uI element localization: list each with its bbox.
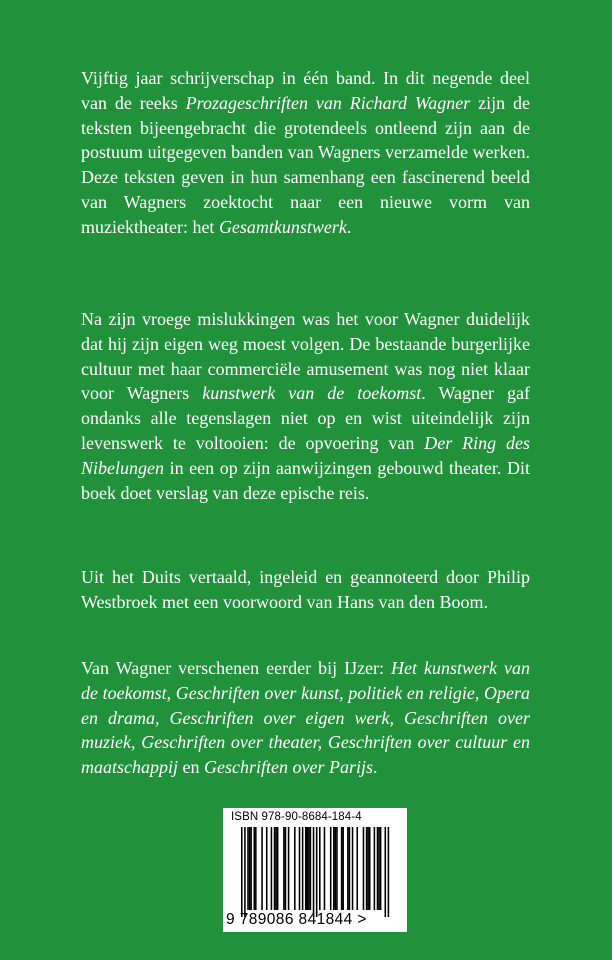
paragraph-text	[81, 565, 530, 615]
paragraph-text	[81, 656, 530, 780]
italic-title-text: kunstwerk van de toekomst	[202, 383, 422, 404]
body-text: . Wagner gaf ondanks alle tegenslagen niet op en wist uiteindelijk zijn levenswerk te voltooien: de opvoering van	[81, 383, 530, 453]
barcode-bar	[271, 827, 273, 910]
italic-title-text: Der Ring des Nibelungen	[81, 432, 530, 478]
barcode-bar	[277, 827, 279, 910]
barcode-bar	[274, 827, 276, 910]
previous-titles-paragraph	[81, 656, 530, 780]
body-text: zijn de teksten bijeengebracht die grotendeels ontleend zijn aan de postuum uitgegeven banden van Wagners verzamelde werken. Deze teksten geven in hun samenhang een fascinerend beeld van Wagners zoektocht naar een nieuwe vorm van muziektheater: het	[81, 92, 530, 237]
body-text: Van Wagner verschenen eerder bij IJzer:	[81, 658, 392, 678]
barcode-bar	[253, 827, 255, 910]
barcode-bar	[341, 827, 343, 910]
barcode-bar	[316, 827, 318, 917]
barcode-bar	[255, 827, 257, 910]
barcode-bar	[336, 827, 338, 910]
body-text: in een op zijn aanwijzingen gebouwd theater. Dit boek doet verslag van deze epische reis.	[81, 457, 530, 503]
barcode-bar	[283, 827, 285, 910]
barcode-bar	[378, 827, 380, 910]
barcode-bar	[347, 827, 349, 910]
barcode-bar	[247, 827, 249, 910]
body-text: .	[346, 216, 352, 237]
isbn-barcode	[223, 808, 407, 932]
barcode-bar	[324, 827, 326, 910]
italic-title-text: Prozageschriften van Richard Wagner	[185, 92, 471, 113]
body-text: en	[178, 757, 204, 778]
barcode-bar	[356, 827, 358, 910]
italic-title-text: Geschriften over Parijs	[204, 757, 373, 778]
barcode-bar	[363, 827, 365, 910]
barcode-bar	[330, 827, 332, 910]
barcode-bar	[307, 827, 309, 910]
translator-paragraph	[81, 565, 530, 615]
barcode-bar	[374, 827, 376, 910]
body-text: Vijftig jaar schrijverschap in één band. In dit negende deel van de reeks	[81, 68, 530, 113]
barcode-bar	[388, 827, 390, 917]
blurb-paragraph-2	[81, 307, 530, 505]
barcode-bar	[313, 827, 315, 917]
barcode-bar	[275, 827, 277, 910]
barcode-bar	[305, 827, 307, 910]
paragraph-text	[81, 307, 530, 505]
barcode-bar	[349, 827, 351, 910]
barcode-bar	[369, 827, 371, 910]
barcode-bar	[310, 827, 312, 910]
italic-title-text: Het kunstwerk van de toekomst, Geschriften over kunst, politiek en religie, Opera en drama, Geschriften over eigen werk, Geschriften over muziek, Geschriften over theater, Geschriften over cultuur en maatschappij	[81, 658, 530, 778]
barcode-bar	[266, 827, 268, 910]
isbn-label: ISBN 978-90-8684-184-4	[231, 811, 362, 823]
barcode-bar	[352, 827, 354, 910]
barcode-bar	[342, 827, 344, 910]
barcode-bar	[285, 827, 287, 910]
ean-number: 9 789086 841844 >	[226, 911, 367, 928]
barcode-bar	[299, 827, 301, 910]
barcode-bar	[302, 827, 304, 910]
body-text: .	[372, 757, 378, 778]
barcode-bar	[249, 827, 251, 910]
barcode-bar	[380, 827, 382, 910]
italic-title-text: Gesamtkunstwerk	[218, 216, 347, 237]
barcode-bar	[261, 827, 263, 910]
barcode-bar	[319, 827, 321, 910]
barcode-bar	[367, 827, 369, 910]
barcode-bar	[241, 827, 243, 917]
barcode-bar	[333, 827, 335, 910]
barcode-bar	[294, 827, 296, 910]
blurb-paragraph-1	[81, 66, 530, 240]
barcode-bar	[288, 827, 290, 910]
barcode-bar	[250, 827, 252, 910]
barcode-bar	[308, 827, 310, 910]
barcode-bar	[366, 827, 368, 910]
body-text: Uit het Duits vertaald, ingeleid en geannoteerd door Philip Westbroek met een voorwoord van Hans van den Boom.	[81, 567, 530, 612]
barcode-bar	[244, 827, 246, 917]
barcode-bar	[377, 827, 379, 910]
barcode-bar	[335, 827, 337, 910]
body-text: Na zijn vroege mislukkingen was het voor Wagner duidelijk dat hij zijn eigen weg moest volgen. De bestaande burgerlijke cultuur met haar commerciële amusement was nog niet klaar voor Wagners	[81, 309, 530, 404]
barcode-bar	[385, 827, 387, 917]
paragraph-text	[81, 66, 530, 240]
